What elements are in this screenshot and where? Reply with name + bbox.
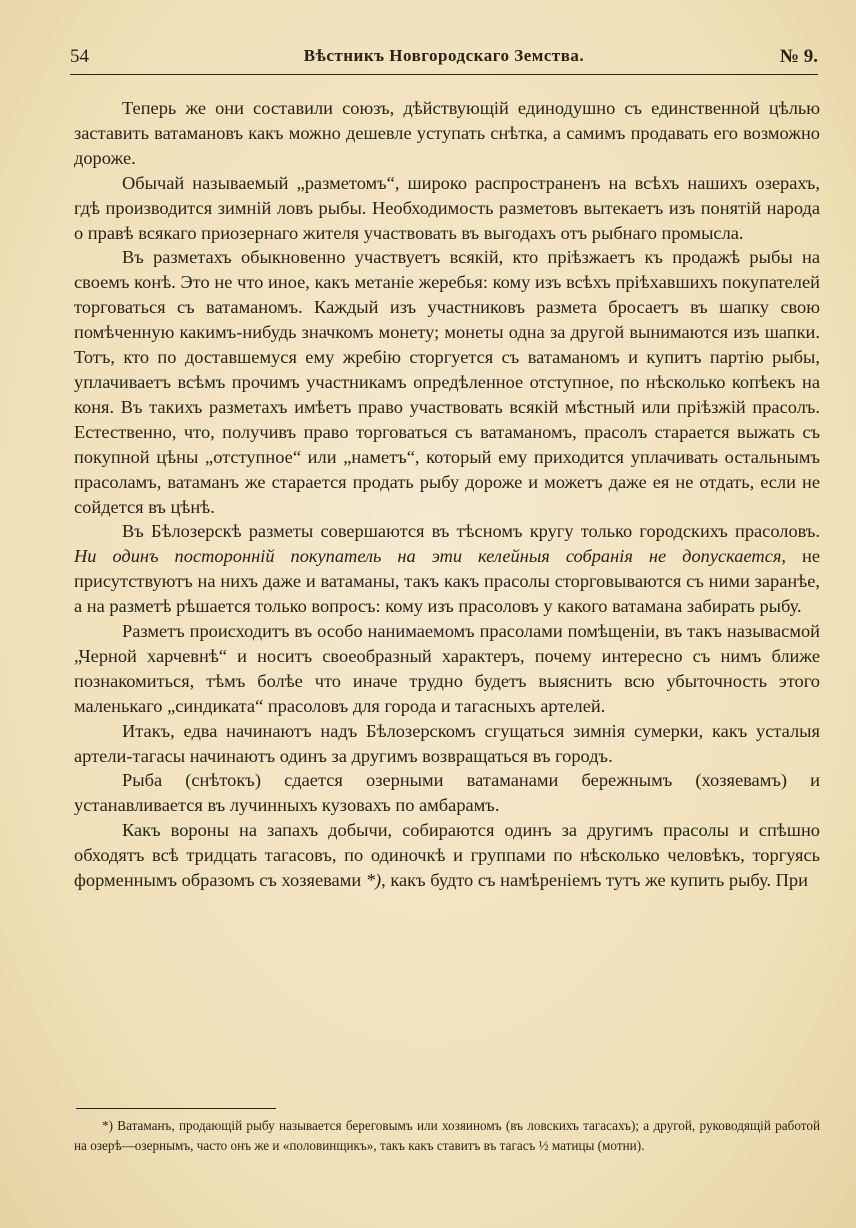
paragraph-7: Рыба (снѣтокъ) сдается озерными ватаманами бережнымъ (хозяевамъ) и устанавливается въ лучинныхъ кузовахъ по амбарамъ. [74,770,820,816]
paragraph-6: Итакъ, едва начинаютъ надъ Бѣлозерскомъ сгущаться зимнія сумерки, какъ усталыя артели-тагасы начинаютъ одинъ за другимъ возвращаться въ городъ. [74,720,820,766]
footnote-text: *) Ватаманъ, продающій рыбу называется береговымъ или хозяиномъ (въ ловскихъ тагасахъ); а другой, руководящій работой на озерѣ—озернымъ, часто онъ же и «половинщикъ», такъ какъ ставитъ въ тагасъ ½ матицы (мотни). [74,1118,820,1153]
paragraph-1: Теперь же они составили союзъ, дѣйствующій единодушно съ единственной цѣлью заставить ватамановъ какъ можно дешевле уступать снѣтка, а самимъ продавать его возможно дороже. [74,98,820,168]
footnote-marker: *) [365,870,382,891]
paragraph-8: Какъ вороны на запахъ добычи, собираются одинъ за другимъ прасолы и спѣшно обходятъ всѣ тридцать тагасовъ, по одиночкѣ и группами по нѣсколько человѣкъ, торгуясь форменнымъ образомъ съ хозяевами *), какъ будто съ намѣреніемъ тутъ же купить рыбу. При [74,820,820,891]
paragraph-2: Обычай называемый „разметомъ“, широко распространенъ на всѣхъ нашихъ озерахъ, гдѣ производится зимній ловъ рыбы. Необходимость разметовъ вытекаетъ изъ понятій народа о правѣ всякаго приозернаго жителя участвовать въ выгодахъ отъ рыбнаго промысла. [74,172,820,243]
footnote-divider [76,1108,276,1109]
italic-emphasis: Ни одинъ посторонній покупатель на эти келейныя собранія не допускается [74,546,782,567]
body-text [74,96,820,893]
page-number: 54 [70,46,89,67]
running-header [70,44,818,75]
footnote [74,1116,820,1155]
paragraph-4: Въ Бѣлозерскѣ разметы совершаются въ тѣсномъ кругу только городскихъ прасоловъ. Ни одинъ посторонній покупатель на эти келейныя собранія не допускается, не присутствуютъ на нихъ даже и ватаманы, такъ какъ прасолы сторговываются съ ними заранѣе, а на разметѣ рѣшается только вопросъ: кому изъ прасоловъ у какого ватамана забирать рыбу. [74,521,821,617]
paragraph-3: Въ разметахъ обыкновенно участвуетъ всякій, кто пріѣзжаетъ къ продажѣ рыбы на своемъ конѣ. Это не что иное, какъ метаніе жеребья: кому изъ всѣхъ пріѣхавшихъ покупателей торговаться съ ватаманомъ. Каждый изъ участниковъ размета бросаетъ въ шапку свою помѣченную какимъ-нибудь значкомъ монету; монеты одна за другой вынимаются изъ шапки. Тотъ, кто по доставшемуся ему жребію сторгуется съ ватаманомъ и купитъ партію рыбы, уплачиваетъ всѣмъ прочимъ участникамъ опредѣленное отступное, по нѣсколько копѣекъ на коня. Въ такихъ разметахъ имѣетъ право участвовать всякій мѣстный или пріѣзжій прасолъ. Естественно, что, получивъ право торговаться съ ватаманомъ, прасолъ старается выжать съ покупной цѣны „отступное“ или „наметъ“, который ему приходится уплачивать остальнымъ прасоламъ, ватаманъ же старается продать рыбу дороже и можетъ даже ея не отдать, если не сойдется въ цѣнѣ. [74,247,820,517]
paragraph-5: Разметъ происходитъ въ особо нанимаемомъ прасолами помѣщеніи, въ такъ называсмой „Черной харчевнѣ“ и носитъ своеобразный характеръ, почему интересно съ нимъ ближе познакомиться, тѣмъ болѣе что иначе трудно будетъ выяснить всю убыточность этого маленькаго „синдиката“ прасоловъ для города и тагасныхъ артелей. [74,621,820,716]
issue-number: № 9. [779,46,818,67]
journal-title: Вѣстникъ Новгородскаго Земства. [303,46,585,65]
